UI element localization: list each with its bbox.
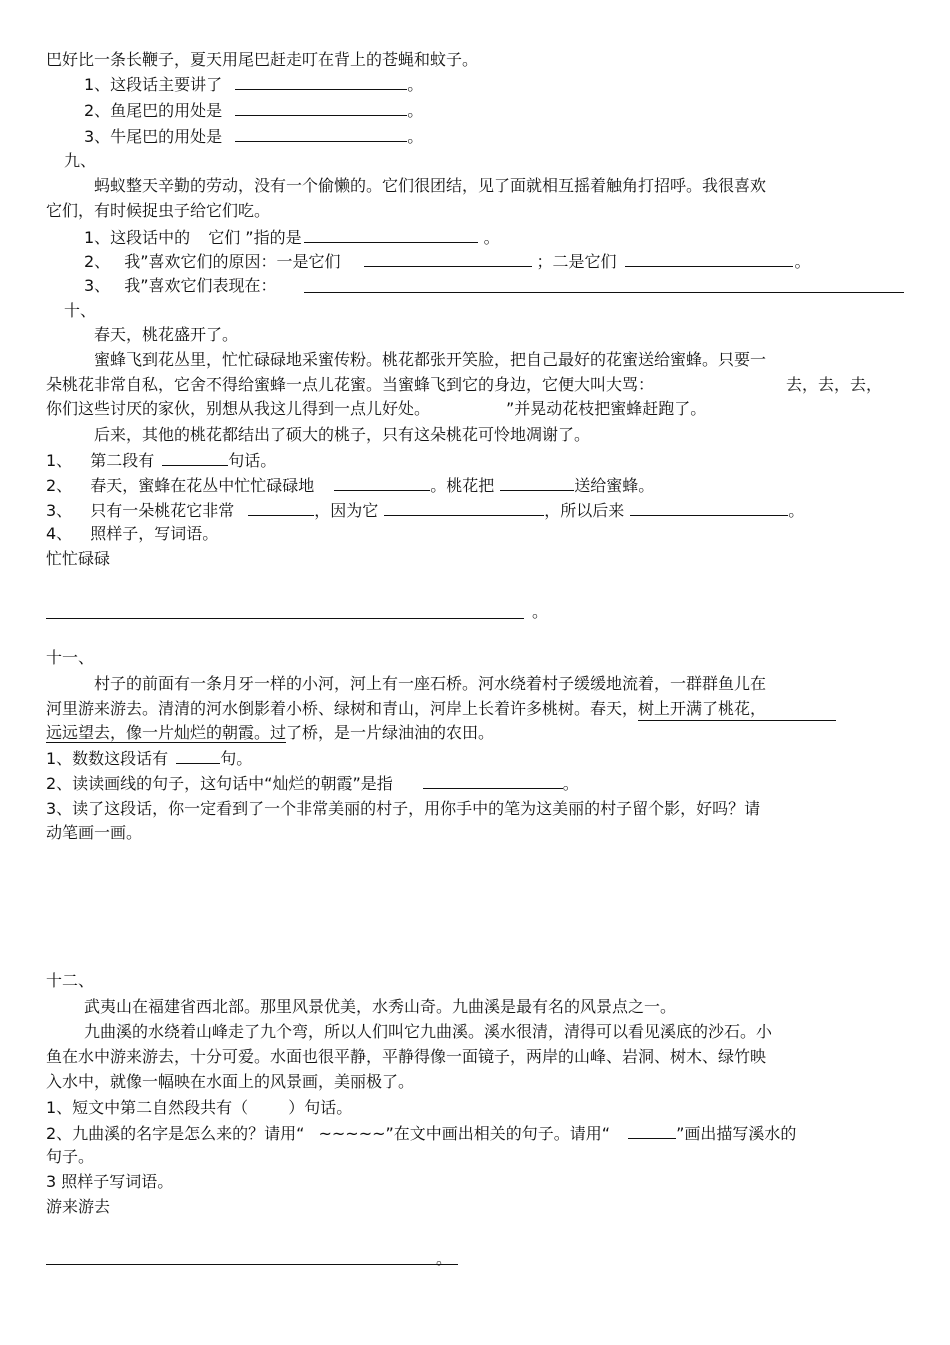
answer-blank[interactable] (248, 499, 314, 516)
question-3-continued: 动笔画一画。 (46, 823, 143, 842)
answer-line[interactable] (46, 1264, 458, 1265)
answer-blank[interactable] (235, 73, 407, 90)
question-text: 只有一朵桃花它非常 (90, 501, 235, 520)
answer-blank[interactable] (162, 449, 228, 466)
example-word: 游来游去 (46, 1197, 111, 1216)
question-text: ，所以后来 (544, 501, 625, 520)
passage-line: 村子的前面有一条月牙一样的小河，河上有一座石桥。河水绕着村子缓缓地流着，一群群鱼儿在 (94, 674, 767, 693)
question-2 (46, 1122, 796, 1144)
question-text: 。桃花把 (430, 476, 495, 495)
period: 。 (794, 252, 811, 271)
question-3 (84, 275, 276, 297)
question-text: 1、这段话中的 (84, 228, 191, 247)
question-text: ”在文中画出相关的句子。请用“ (385, 1124, 611, 1143)
period: 。 (562, 774, 579, 793)
question-3: 3 照样子写词语。 (46, 1172, 174, 1191)
question-text: 1、这段话主要讲了 (84, 75, 223, 94)
passage-line: 后来，其他的桃花都结出了硕大的桃子，只有这朵桃花可怜地凋谢了。 (94, 425, 591, 444)
question-1 (46, 1097, 352, 1119)
question-1 (84, 226, 500, 248)
question-text: 照样子，写词语。 (90, 524, 219, 543)
question-1 (46, 449, 276, 471)
passage-line (46, 722, 494, 744)
answer-line[interactable] (304, 292, 904, 293)
passage-line: 去，去，去， (786, 375, 883, 394)
passage-line: 巴好比一条长鞭子，夏天用尾巴赶走叮在背上的苍蝇和蚊子。 (46, 50, 479, 69)
question-text: 春天，蜜蜂在花丛中忙忙碌碌地 (90, 476, 315, 495)
passage-line (46, 698, 836, 720)
period: 。 (436, 1249, 453, 1268)
question-text: 句。 (220, 749, 253, 768)
question-3 (46, 499, 804, 521)
period: 。 (407, 75, 424, 94)
answer-blank[interactable] (235, 99, 407, 116)
answer-blank[interactable] (304, 226, 478, 243)
question-text: ，因为它 (314, 501, 379, 520)
underlined-sentence (638, 698, 836, 721)
question-text: 2、鱼尾巴的用处是 (84, 101, 223, 120)
question-text: 我”喜欢它们的原因：一是它们 (124, 252, 341, 271)
question-4 (46, 523, 218, 545)
question-text: 第二段有 (90, 451, 155, 470)
answer-blank[interactable] (625, 250, 793, 267)
passage-line: 九曲溪的水绕着山峰走了九个弯，所以人们叫它九曲溪。溪水很清，清得可以看见溪底的沙石。小 (84, 1022, 773, 1041)
question-number: 3、 (84, 276, 111, 295)
question-text: 我”喜欢它们表现在： (124, 276, 277, 295)
question-number: 2、 (46, 476, 73, 495)
example-word: 忙忙碌碌 (46, 549, 111, 568)
period: 。 (483, 228, 500, 247)
question-2-continued: 句子。 (46, 1147, 95, 1166)
question-text: 1、数数这段话有 (46, 749, 169, 768)
period: 。 (532, 602, 549, 621)
question-3: 3、读了这段话，你一定看到了一个非常美丽的村子，用你手中的笔为这美丽的村子留个影，好吗？请 (46, 799, 761, 818)
answer-blank[interactable] (384, 499, 544, 516)
passage-line: 入水中，就像一幅映在水面上的风景画，美丽极了。 (46, 1072, 415, 1091)
section-title-11: 十一、 (46, 648, 95, 667)
period: 。 (788, 501, 805, 520)
question-text: 1、短文中第二自然段共有（ (46, 1098, 249, 1117)
passage-line: 朵桃花非常自私，它舍不得给蜜蜂一点儿花蜜。当蜜蜂飞到它的身边，它便大叫大骂： (46, 375, 655, 394)
section-title-9: 九、 (64, 151, 97, 170)
question-2 (46, 474, 654, 496)
question-2 (84, 99, 423, 121)
answer-blank[interactable] (500, 474, 574, 491)
question-text: ；二是它们 (536, 252, 617, 271)
question-number: 1、 (46, 451, 73, 470)
answer-line[interactable] (46, 618, 524, 619)
passage-line: 蚂蚁整天辛勤的劳动，没有一个偷懒的。它们很团结，见了面就相互摇着触角打招呼。我很喜欢 (94, 176, 767, 195)
passage-line: 春天，桃花盛开了。 (94, 325, 239, 344)
question-2 (84, 250, 811, 272)
passage-text: 河里游来游去。清清的河水倒影着小桥、绿树和青山，河岸上长着许多桃树。春天， (46, 699, 639, 718)
question-3 (84, 125, 423, 147)
underlined-text: 树上开满了桃花， (638, 699, 767, 718)
question-1 (46, 747, 252, 769)
passage-line: 武夷山在福建省西北部。那里风景优美，水秀山奇。九曲溪是最有名的风景点之一。 (84, 997, 677, 1016)
question-text: 句话。 (228, 451, 277, 470)
question-2 (46, 772, 579, 794)
passage-line: 鱼在水中游来游去，十分可爱。水面也很平静，平静得像一面镜子，两岸的山峰、岩洞、树木、绿竹映 (46, 1047, 767, 1066)
answer-blank[interactable] (176, 747, 220, 764)
answer-blank[interactable] (630, 499, 788, 516)
question-text: 3、牛尾巴的用处是 (84, 127, 223, 146)
period: 。 (407, 127, 424, 146)
passage-line: 它们，有时候捉虫子给它们吃。 (46, 201, 271, 220)
answer-blank[interactable] (364, 250, 532, 267)
question-number: 3、 (46, 501, 73, 520)
answer-blank[interactable] (334, 474, 430, 491)
passage-line: ”并晃动花枝把蜜蜂赶跑了。 (506, 399, 707, 418)
question-number: 4、 (46, 524, 73, 543)
question-number: 2、 (84, 252, 111, 271)
question-1 (84, 73, 423, 95)
passage-line: 你们这些讨厌的家伙，别想从我这儿得到一点儿好处。 (46, 399, 431, 418)
question-text: ”画出描写溪水的 (676, 1124, 797, 1143)
answer-blank[interactable] (235, 125, 407, 142)
passage-text: 了桥，是一片绿油油的农田。 (286, 723, 495, 742)
question-text: 送给蜜蜂。 (574, 476, 655, 495)
question-text: ）句话。 (288, 1098, 353, 1117)
question-text: 2、读读画线的句子，这句话中“灿烂的朝霞”是指 (46, 774, 393, 793)
section-title-10: 十、 (64, 301, 97, 320)
section-title-12: 十二、 (46, 971, 95, 990)
period: 。 (407, 101, 424, 120)
straight-line-mark (628, 1122, 676, 1139)
wavy-line-mark: ~~~~~ (318, 1124, 386, 1143)
passage-line: 蜜蜂飞到花丛里，忙忙碌碌地采蜜传粉。桃花都张开笑脸，把自己最好的花蜜送给蜜蜂。只要一 (94, 350, 767, 369)
underlined-sentence: 远远望去，像一片灿烂的朝霞。过 (46, 723, 287, 742)
question-text: 它们 ”指的是 (208, 228, 302, 247)
answer-blank[interactable] (423, 772, 563, 789)
question-text: 2、九曲溪的名字是怎么来的？请用“ (46, 1124, 305, 1143)
